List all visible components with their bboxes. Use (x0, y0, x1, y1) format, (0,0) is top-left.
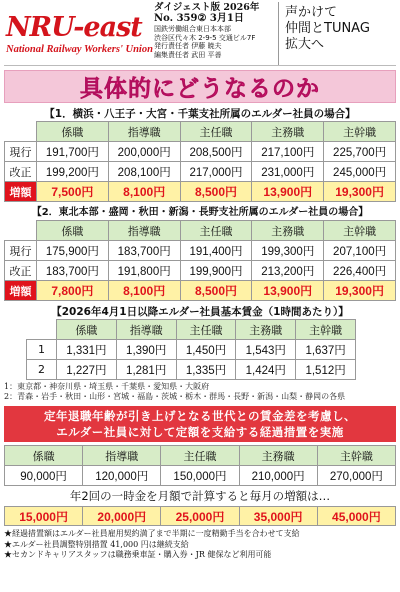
section3-title: 【2026年4月1日以降エルダー社員基本賃金（1時間あたり）】 (51, 306, 349, 318)
table-cell: 207,100円 (324, 241, 396, 261)
row-label: 現行 (5, 142, 37, 162)
table-cell: 217,100円 (252, 142, 324, 162)
table-cell: 199,900円 (180, 261, 252, 281)
table-cell: 8,500円 (180, 182, 252, 202)
row-label: 増額 (5, 281, 37, 301)
table-cell: 7,800円 (37, 281, 109, 301)
issue-edition: ダイジェスト版 2026年 (154, 2, 260, 13)
table-cell: 191,800円 (108, 261, 180, 281)
header-cell: 係職 (37, 221, 109, 241)
table-cell: 183,700円 (108, 241, 180, 261)
table-cell: 13,900円 (252, 182, 324, 202)
table-cell: 150,000円 (161, 466, 239, 486)
table-cell: 199,200円 (37, 162, 109, 182)
footnote: ★経過措置額はエルダー社員雇用契約満了まで半期に一度精勤手当を合わせて支給 (4, 529, 300, 538)
address-line: 渋谷区代々木 2-9-5 交通ビル7F (154, 33, 256, 42)
redbox-line: エルダー社員に対して定額を支給する経過措置を実施 (56, 425, 344, 439)
table-cell: 8,100円 (108, 281, 180, 301)
table-cell: 13,900円 (252, 281, 324, 301)
increase-row (5, 182, 396, 202)
row-label: 改正 (5, 162, 37, 182)
table-cell: 191,700円 (37, 142, 109, 162)
table-row (5, 507, 396, 526)
table-cell: 225,700円 (324, 142, 396, 162)
table-cell: 200,000円 (108, 142, 180, 162)
header-cell: 係職 (5, 446, 83, 466)
table-header-row (5, 221, 396, 241)
table-cell: 191,400円 (180, 241, 252, 261)
main-banner (4, 70, 396, 103)
logo (4, 2, 154, 65)
headline-line: 仲間とTUNAG (285, 21, 370, 36)
header-cell: 指導職 (83, 446, 161, 466)
header-cell: 主幹職 (324, 122, 396, 142)
row-label: 改正 (5, 261, 37, 281)
header-cell: 指導職 (108, 221, 180, 241)
table-cell: 90,000円 (5, 466, 83, 486)
editor-responsible: 編集責任者 武田 平善 (154, 50, 222, 59)
monthly-calc-text: 年2回の一時金を月額で計算すると毎月の増額は… (69, 489, 331, 503)
header-cell: 主幹職 (296, 320, 356, 340)
table-cell: 1,424円 (236, 360, 296, 380)
table-cell: 208,500円 (180, 142, 252, 162)
monthly-increase-table (4, 506, 396, 526)
table-header-row (27, 320, 356, 340)
table-cell: 7,500円 (37, 182, 109, 202)
header-cell: 主幹職 (324, 221, 396, 241)
table-cell: 45,000円 (317, 507, 395, 526)
logo-main: NRU-east (6, 11, 142, 43)
section3-table (26, 319, 356, 380)
header-cell: 主任職 (180, 221, 252, 241)
table-cell: 217,000円 (180, 162, 252, 182)
table-cell: 35,000円 (239, 507, 317, 526)
table-cell: 208,100円 (108, 162, 180, 182)
footnotes (4, 529, 396, 561)
table-row (5, 142, 396, 162)
headline (278, 2, 396, 65)
table-cell: 226,400円 (324, 261, 396, 281)
table-cell: 1,637円 (296, 340, 356, 360)
table-cell: 1,281円 (116, 360, 176, 380)
table-row (5, 466, 396, 486)
table-cell: 25,000円 (161, 507, 239, 526)
table-cell: 245,000円 (324, 162, 396, 182)
table-cell: 19,300円 (324, 281, 396, 301)
logo-subtitle: National Railway Workers' Union (6, 43, 153, 55)
issue-number-date: No. 359② 3月1日 (154, 12, 244, 24)
row-label: 現行 (5, 241, 37, 261)
table-cell: 1,390円 (116, 340, 176, 360)
header-cell (27, 320, 57, 340)
table-cell: 199,300円 (252, 241, 324, 261)
table-cell: 120,000円 (83, 466, 161, 486)
section2-table (4, 220, 396, 301)
header-cell: 主任職 (161, 446, 239, 466)
section2-title: 【2．東北本部・盛岡・秋田・新潟・長野支社所属のエルダー社員の場合】 (31, 207, 369, 218)
table-cell: 20,000円 (83, 507, 161, 526)
transition-measure-box (4, 406, 396, 442)
publisher-responsible: 発行責任者 伊藤 暁夫 (154, 42, 222, 51)
header-cell: 主務職 (236, 320, 296, 340)
table-cell: 1,331円 (57, 340, 117, 360)
footnote: ★エルダー社員調整特別措置 41,000 円は継続支給 (4, 539, 189, 549)
table-header-row (5, 122, 396, 142)
row-label: 2 (27, 360, 57, 380)
table-cell: 1,335円 (176, 360, 236, 380)
table-cell: 231,000円 (252, 162, 324, 182)
header-cell: 係職 (57, 320, 117, 340)
table-header-row (5, 446, 396, 466)
table-row (5, 162, 396, 182)
table-cell: 1,512円 (296, 360, 356, 380)
banner-title: 具体的にどうなるのか (80, 76, 320, 102)
table-cell: 1,450円 (176, 340, 236, 360)
table-row (5, 241, 396, 261)
note-line: 1：東京都・神奈川県・埼玉県・千葉県・愛知県・大阪府 (4, 382, 210, 391)
table-cell: 1,227円 (57, 360, 117, 380)
header-cell: 指導職 (108, 122, 180, 142)
table-cell: 8,100円 (108, 182, 180, 202)
row-label: 1 (27, 340, 57, 360)
headline-line: 拡大へ (285, 37, 325, 52)
region-notes (4, 382, 396, 402)
footnote: ★セカンドキャリアスタッフは職務乗車証・購入券・JR 健保など利用可能 (4, 550, 272, 559)
header-cell: 主務職 (239, 446, 317, 466)
lump-sum-table (4, 445, 396, 486)
header-cell: 主務職 (252, 221, 324, 241)
row-label: 増額 (5, 182, 37, 202)
headline-line: 声かけて (285, 5, 338, 20)
table-cell: 213,200円 (252, 261, 324, 281)
header-cell: 主幹職 (317, 446, 395, 466)
table-row (27, 340, 356, 360)
table-cell: 210,000円 (239, 466, 317, 486)
section1-title: 【1．横浜・八王子・大宮・千葉支社所属のエルダー社員の場合】 (44, 108, 356, 120)
table-row (27, 360, 356, 380)
header-cell: 主任職 (180, 122, 252, 142)
table-cell: 19,300円 (324, 182, 396, 202)
redbox-line: 定年退職年齢が引き上げとなる世代との賃金差を考慮し、 (44, 409, 356, 423)
header-cell (5, 221, 37, 241)
header (4, 2, 396, 66)
header-cell: 主務職 (252, 122, 324, 142)
note-line: 2：青森・岩手・秋田・山形・宮城・福島・茨城・栃木・群馬・長野・新潟・山梨・静岡の各県 (4, 392, 346, 401)
table-row (5, 261, 396, 281)
table-cell: 15,000円 (5, 507, 83, 526)
table-cell: 270,000円 (317, 466, 395, 486)
table-cell: 183,700円 (37, 261, 109, 281)
header-cell: 係職 (37, 122, 109, 142)
header-cell: 主任職 (176, 320, 236, 340)
header-cell (5, 122, 37, 142)
section1-table (4, 121, 396, 202)
publisher-line: 国鉄労働組合東日本本部 (154, 25, 231, 33)
header-cell: 指導職 (116, 320, 176, 340)
table-cell: 8,500円 (180, 281, 252, 301)
table-cell: 1,543円 (236, 340, 296, 360)
table-cell: 175,900円 (37, 241, 109, 261)
issue-info (154, 2, 278, 65)
increase-row (5, 281, 396, 301)
